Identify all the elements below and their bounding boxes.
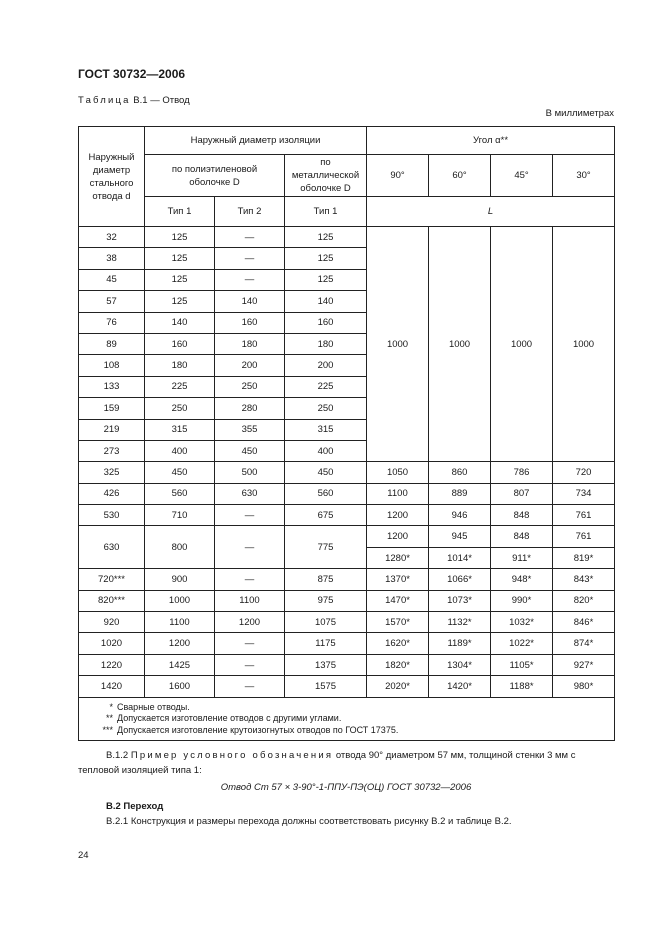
cell-steel-diameter: 89 — [79, 333, 145, 354]
cell-metal-type1: 125 — [285, 248, 367, 269]
table-row — [79, 569, 615, 590]
header-metal-sheath: по металлической оболочке D — [285, 155, 367, 197]
cell-length-60: 889 — [429, 483, 491, 504]
section-text: В.2.1 Конструкция и размеры перехода должны соответствовать рисунку В.2 и таблице В.2. — [106, 816, 512, 827]
cell-length-90: 1100 — [367, 483, 429, 504]
cell-pe-type2: 450 — [215, 440, 285, 461]
cell-pe-type1: 1100 — [145, 612, 215, 633]
cell-metal-type1: 1075 — [285, 612, 367, 633]
document-header: ГОСТ 30732—2006 — [78, 67, 186, 81]
cell-pe-type1: 250 — [145, 398, 215, 419]
cell-pe-type2: — — [215, 227, 285, 248]
cell-pe-type1: 710 — [145, 505, 215, 526]
cell-length: 761 — [553, 526, 615, 547]
cell-pe-type1: 800 — [145, 526, 215, 569]
note-mark: ** — [105, 713, 113, 724]
cell-metal-type1: 125 — [285, 227, 367, 248]
cell-pe-type1: 125 — [145, 227, 215, 248]
cell-pe-type1: 900 — [145, 569, 215, 590]
table-title — [78, 95, 190, 106]
cell-pe-type2: 1100 — [215, 590, 285, 611]
cell-steel-diameter: 57 — [79, 291, 145, 312]
cell-length-merged: 1000 — [367, 227, 429, 462]
cell-length-45: 786 — [491, 462, 553, 483]
cell-pe-type1: 140 — [145, 312, 215, 333]
header-type1-metal: Тип 1 — [285, 197, 367, 227]
cell-pe-type1: 560 — [145, 483, 215, 504]
cell-length-merged: 1000 — [553, 227, 615, 462]
cell-steel-diameter: 38 — [79, 248, 145, 269]
table-row — [79, 612, 615, 633]
cell-steel-diameter: 1220 — [79, 654, 145, 675]
cell-metal-type1: 775 — [285, 526, 367, 569]
cell-length-90: 1820* — [367, 654, 429, 675]
note-mark: *** — [102, 724, 113, 735]
cell-metal-type1: 675 — [285, 505, 367, 526]
cell-steel-diameter: 630 — [79, 526, 145, 569]
cell-pe-type1: 125 — [145, 291, 215, 312]
cell-pe-type1: 1600 — [145, 676, 215, 697]
cell-steel-diameter: 720*** — [79, 569, 145, 590]
cell-length-merged: 1000 — [491, 227, 553, 462]
cell-pe-type1: 450 — [145, 462, 215, 483]
cell-length-45: 990* — [491, 590, 553, 611]
cell-length-60: 1073* — [429, 590, 491, 611]
header-angle-45: 45° — [491, 155, 553, 197]
cell-length-45: 1188* — [491, 676, 553, 697]
cell-length-30: 734 — [553, 483, 615, 504]
note-line — [79, 702, 614, 714]
cell-length-45: 1105* — [491, 654, 553, 675]
cell-metal-type1: 560 — [285, 483, 367, 504]
table-row — [79, 483, 615, 504]
cell-steel-diameter: 1420 — [79, 676, 145, 697]
cell-steel-diameter: 1020 — [79, 633, 145, 654]
designation-formula: Отвод Ст 57 × 3-90°-1-ППУ-ПЭ(ОЦ) ГОСТ 30732—2006 — [220, 782, 472, 793]
cell-steel-diameter: 32 — [79, 227, 145, 248]
note-line — [79, 725, 614, 737]
cell-length-60: 1066* — [429, 569, 491, 590]
table-row — [79, 462, 615, 483]
cell-pe-type2: — — [215, 526, 285, 569]
table-row — [79, 590, 615, 611]
header-type1-pe: Тип 1 — [145, 197, 215, 227]
header-insulation-diameter: Наружный диаметр изоляции — [145, 127, 367, 155]
header-angle-90: 90° — [367, 155, 429, 197]
cell-length-30: 980* — [553, 676, 615, 697]
cell-metal-type1: 450 — [285, 462, 367, 483]
paragraph-number: В.1.2 — [106, 750, 129, 761]
cell-steel-diameter: 76 — [79, 312, 145, 333]
cell-pe-type1: 315 — [145, 419, 215, 440]
cell-steel-diameter: 325 — [79, 462, 145, 483]
header-length: L — [367, 197, 615, 227]
cell-pe-type1: 125 — [145, 269, 215, 290]
cell-pe-type2: 250 — [215, 376, 285, 397]
cell-pe-type2: 180 — [215, 333, 285, 354]
cell-metal-type1: 180 — [285, 333, 367, 354]
cell-length-30: 820* — [553, 590, 615, 611]
cell-length-90: 2020* — [367, 676, 429, 697]
note-text: Допускается изготовление отводов с другими углами. — [117, 713, 342, 724]
cell-length-30: 927* — [553, 654, 615, 675]
note-text: Сварные отводы. — [117, 701, 190, 712]
cell-pe-type2: — — [215, 505, 285, 526]
cell-metal-type1: 125 — [285, 269, 367, 290]
table-row — [79, 633, 615, 654]
table-row — [79, 227, 615, 248]
cell-length-welded: 1280* — [367, 547, 429, 568]
cell-pe-type2: — — [215, 633, 285, 654]
cell-length-60: 1304* — [429, 654, 491, 675]
paragraph-spaced: Пример условного обозначения — [130, 750, 334, 761]
paragraph-text: отвода 90° диаметром 57 мм, толщиной стенки 3 мм с тепловой изоляцией типа 1: — [78, 750, 576, 776]
cell-length-90: 1570* — [367, 612, 429, 633]
notes-row — [79, 697, 615, 741]
cell-length-90: 1470* — [367, 590, 429, 611]
cell-length-60: 1420* — [429, 676, 491, 697]
cell-length-90: 1050 — [367, 462, 429, 483]
cell-pe-type2: 200 — [215, 355, 285, 376]
cell-metal-type1: 875 — [285, 569, 367, 590]
cell-length-90: 1200 — [367, 505, 429, 526]
paragraph-b12 — [78, 748, 614, 778]
cell-length-welded: 819* — [553, 547, 615, 568]
note-mark: * — [109, 701, 113, 712]
cell-pe-type2: 500 — [215, 462, 285, 483]
cell-length: 848 — [491, 526, 553, 547]
cell-length-90: 1620* — [367, 633, 429, 654]
header-pe-sheath: по полиэтиленовой оболочке D — [145, 155, 285, 197]
cell-pe-type2: 280 — [215, 398, 285, 419]
cell-pe-type1: 160 — [145, 333, 215, 354]
cell-length-45: 948* — [491, 569, 553, 590]
cell-length-45: 807 — [491, 483, 553, 504]
cell-metal-type1: 250 — [285, 398, 367, 419]
cell-steel-diameter: 45 — [79, 269, 145, 290]
cell-pe-type1: 125 — [145, 248, 215, 269]
cell-metal-type1: 315 — [285, 419, 367, 440]
cell-pe-type1: 400 — [145, 440, 215, 461]
cell-steel-diameter: 219 — [79, 419, 145, 440]
cell-length-30: 846* — [553, 612, 615, 633]
cell-length-60: 1132* — [429, 612, 491, 633]
header-angle-60: 60° — [429, 155, 491, 197]
header-angle-30: 30° — [553, 155, 615, 197]
cell-length: 1200 — [367, 526, 429, 547]
header-steel-diameter: Наружный диаметр стального отвода d — [79, 127, 145, 227]
table-row — [79, 505, 615, 526]
table-title-text: В.1 — Отвод — [133, 95, 190, 106]
cell-metal-type1: 1375 — [285, 654, 367, 675]
cell-steel-diameter: 273 — [79, 440, 145, 461]
cell-steel-diameter: 426 — [79, 483, 145, 504]
cell-pe-type2: — — [215, 654, 285, 675]
cell-pe-type1: 1200 — [145, 633, 215, 654]
cell-metal-type1: 1175 — [285, 633, 367, 654]
cell-length-45: 1032* — [491, 612, 553, 633]
cell-length-90: 1370* — [367, 569, 429, 590]
cell-length-merged: 1000 — [429, 227, 491, 462]
cell-length-30: 720 — [553, 462, 615, 483]
cell-metal-type1: 160 — [285, 312, 367, 333]
cell-pe-type1: 225 — [145, 376, 215, 397]
cell-length-30: 843* — [553, 569, 615, 590]
header-type2-pe: Тип 2 — [215, 197, 285, 227]
table-row — [79, 654, 615, 675]
header-angle: Угол α** — [367, 127, 615, 155]
cell-metal-type1: 975 — [285, 590, 367, 611]
cell-steel-diameter: 108 — [79, 355, 145, 376]
cell-steel-diameter: 133 — [79, 376, 145, 397]
section-heading: В.2 Переход — [106, 801, 164, 812]
table-body — [79, 127, 615, 741]
cell-length-30: 874* — [553, 633, 615, 654]
cell-pe-type2: — — [215, 569, 285, 590]
cell-length-60: 946 — [429, 505, 491, 526]
cell-steel-diameter: 530 — [79, 505, 145, 526]
cell-pe-type2: 1200 — [215, 612, 285, 633]
note-line — [79, 713, 614, 725]
cell-pe-type2: — — [215, 676, 285, 697]
cell-pe-type2: 355 — [215, 419, 285, 440]
cell-pe-type2: 630 — [215, 483, 285, 504]
cell-length: 945 — [429, 526, 491, 547]
page-number: 24 — [78, 850, 89, 861]
units-label: В миллиметрах — [545, 108, 614, 119]
cell-length-30: 761 — [553, 505, 615, 526]
cell-length-60: 1189* — [429, 633, 491, 654]
cell-length-60: 860 — [429, 462, 491, 483]
cell-length-welded: 1014* — [429, 547, 491, 568]
cell-pe-type1: 1000 — [145, 590, 215, 611]
bend-table — [78, 126, 615, 741]
cell-metal-type1: 225 — [285, 376, 367, 397]
note-text: Допускается изготовление крутоизогнутых отводов по ГОСТ 17375. — [117, 724, 399, 735]
cell-length-45: 1022* — [491, 633, 553, 654]
cell-metal-type1: 140 — [285, 291, 367, 312]
table-notes — [79, 697, 615, 741]
cell-pe-type1: 1425 — [145, 654, 215, 675]
cell-steel-diameter: 920 — [79, 612, 145, 633]
cell-steel-diameter: 820*** — [79, 590, 145, 611]
cell-pe-type2: — — [215, 269, 285, 290]
cell-pe-type2: 160 — [215, 312, 285, 333]
cell-metal-type1: 200 — [285, 355, 367, 376]
cell-pe-type2: 140 — [215, 291, 285, 312]
cell-steel-diameter: 159 — [79, 398, 145, 419]
cell-pe-type1: 180 — [145, 355, 215, 376]
cell-length-welded: 911* — [491, 547, 553, 568]
table-label: Таблица — [78, 95, 131, 106]
table-row — [79, 676, 615, 697]
cell-length-45: 848 — [491, 505, 553, 526]
table-row — [79, 526, 615, 547]
cell-metal-type1: 1575 — [285, 676, 367, 697]
cell-metal-type1: 400 — [285, 440, 367, 461]
cell-pe-type2: — — [215, 248, 285, 269]
